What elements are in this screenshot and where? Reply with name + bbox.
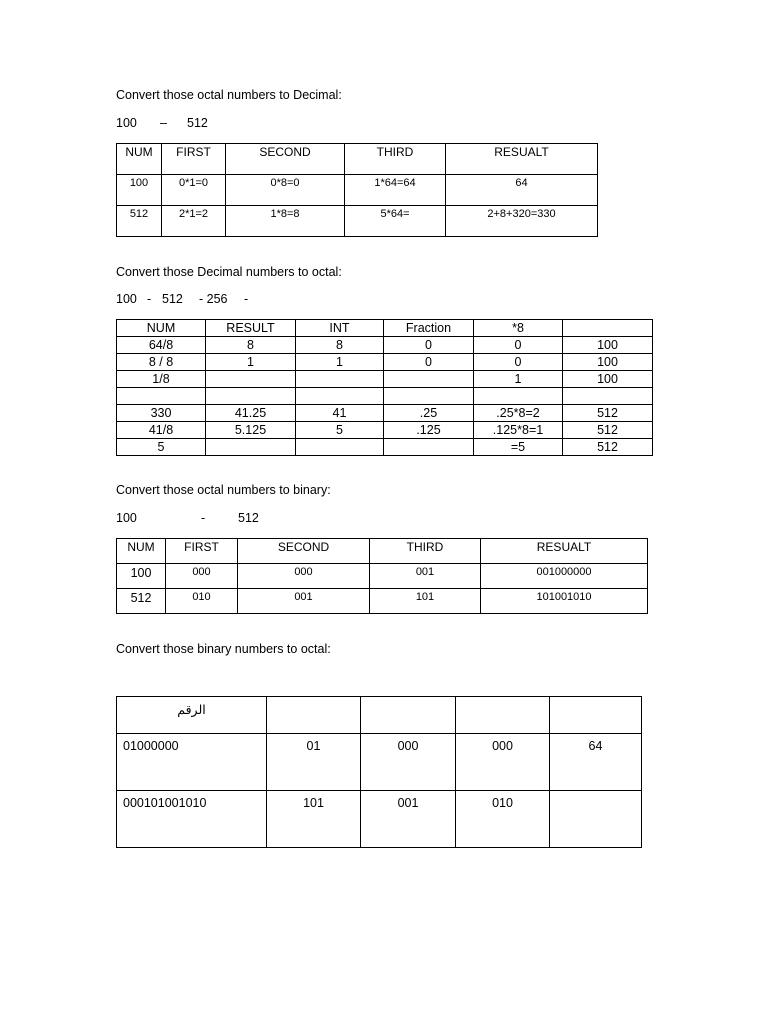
section1-number-1: 100 <box>116 116 137 130</box>
header-cell: SECOND <box>226 144 345 175</box>
section3-dash: - <box>201 511 206 525</box>
header-cell <box>550 697 642 734</box>
section1-number-2: 512 <box>187 116 208 130</box>
table-cell: 64 <box>550 734 642 791</box>
table-cell: 0 <box>474 354 563 371</box>
table-cell: =5 <box>474 439 563 456</box>
header-cell: INT <box>296 320 384 337</box>
table-cell: 001000000 <box>481 564 648 589</box>
header-cell <box>563 320 653 337</box>
table-cell: .125*8=1 <box>474 422 563 439</box>
binary-to-octal-table <box>116 696 642 848</box>
table-cell: 512 <box>563 405 653 422</box>
table-cell <box>474 388 563 405</box>
table-cell: 2+8+320=330 <box>446 206 598 237</box>
table-cell: 100 <box>563 354 653 371</box>
header-cell: FIRST <box>166 539 238 564</box>
table-cell: 0*1=0 <box>162 175 226 206</box>
table-cell: 001 <box>361 791 456 848</box>
table-cell: 1/8 <box>117 371 206 388</box>
section2-number-3: - 256 <box>199 292 228 306</box>
table-cell: 000 <box>361 734 456 791</box>
table-cell <box>206 371 296 388</box>
table-cell: 101 <box>267 791 361 848</box>
section3-number-1: 100 <box>116 511 137 525</box>
table-cell: 0 <box>384 337 474 354</box>
table-cell: 330 <box>117 405 206 422</box>
header-cell: Fraction <box>384 320 474 337</box>
table-row <box>117 405 653 422</box>
table-cell: 000 <box>166 564 238 589</box>
table-cell: 100 <box>563 371 653 388</box>
table-cell: 0 <box>474 337 563 354</box>
table-cell: 010 <box>456 791 550 848</box>
header-cell: *8 <box>474 320 563 337</box>
octal-to-binary-table <box>116 538 648 614</box>
table-cell: .25 <box>384 405 474 422</box>
table-header-row <box>117 320 653 337</box>
section3-number-2: 512 <box>238 511 259 525</box>
table-cell <box>296 371 384 388</box>
octal-to-decimal-table <box>116 143 598 237</box>
section2-number-2: 512 <box>162 292 183 306</box>
header-cell <box>361 697 456 734</box>
table-cell <box>563 388 653 405</box>
table-cell: .25*8=2 <box>474 405 563 422</box>
decimal-to-octal-table <box>116 319 653 456</box>
table-cell: 1 <box>206 354 296 371</box>
table-cell <box>206 439 296 456</box>
table-cell: 5 <box>117 439 206 456</box>
table-row <box>117 589 648 614</box>
section3-heading: Convert those octal numbers to binary: <box>116 483 331 497</box>
table-row <box>117 371 653 388</box>
section2-dash-3: - <box>244 292 249 306</box>
table-row <box>117 439 653 456</box>
table-cell <box>296 439 384 456</box>
table-row <box>117 564 648 589</box>
table-cell: 5.125 <box>206 422 296 439</box>
table-cell <box>550 791 642 848</box>
table-cell: 512 <box>563 422 653 439</box>
table-cell: 8 <box>296 337 384 354</box>
table-row <box>117 734 642 791</box>
table-cell: 64 <box>446 175 598 206</box>
header-cell: RESUALT <box>481 539 648 564</box>
header-cell: NUM <box>117 539 166 564</box>
table-cell <box>384 388 474 405</box>
table-cell: 8 / 8 <box>117 354 206 371</box>
table-row <box>117 388 653 405</box>
section4-heading: Convert those binary numbers to octal: <box>116 642 331 656</box>
table-cell: 01000000 <box>117 734 267 791</box>
table-cell: 000 <box>238 564 370 589</box>
table-cell: 41.25 <box>206 405 296 422</box>
table-cell: 512 <box>117 206 162 237</box>
table-cell <box>206 388 296 405</box>
table-row <box>117 354 653 371</box>
table-cell: 101 <box>370 589 481 614</box>
section2-heading: Convert those Decimal numbers to octal: <box>116 265 342 279</box>
header-cell <box>267 697 361 734</box>
section1-heading: Convert those octal numbers to Decimal: <box>116 88 342 102</box>
header-cell: THIRD <box>345 144 446 175</box>
header-cell-number-arabic: الرقم <box>117 697 267 734</box>
table-cell <box>117 388 206 405</box>
table-cell: 41 <box>296 405 384 422</box>
table-cell: 41/8 <box>117 422 206 439</box>
table-cell: 100 <box>117 175 162 206</box>
table-cell: 100 <box>563 337 653 354</box>
table-cell: 1*64=64 <box>345 175 446 206</box>
section1-dash: – <box>160 116 167 130</box>
table-row <box>117 175 598 206</box>
table-cell: .125 <box>384 422 474 439</box>
table-cell: 010 <box>166 589 238 614</box>
table-cell: 001 <box>238 589 370 614</box>
table-cell: 512 <box>563 439 653 456</box>
table-cell: 1 <box>296 354 384 371</box>
header-cell: FIRST <box>162 144 226 175</box>
header-cell: NUM <box>117 320 206 337</box>
header-cell: THIRD <box>370 539 481 564</box>
table-cell: 512 <box>117 589 166 614</box>
table-cell: 64/8 <box>117 337 206 354</box>
table-cell: 000 <box>456 734 550 791</box>
header-cell <box>456 697 550 734</box>
table-row <box>117 337 653 354</box>
table-cell: 1*8=8 <box>226 206 345 237</box>
header-cell: SECOND <box>238 539 370 564</box>
section2-number-1: 100 <box>116 292 137 306</box>
table-cell: 2*1=2 <box>162 206 226 237</box>
table-cell <box>384 371 474 388</box>
table-cell <box>296 388 384 405</box>
table-cell: 101001010 <box>481 589 648 614</box>
header-cell: NUM <box>117 144 162 175</box>
table-cell: 8 <box>206 337 296 354</box>
table-cell: 5 <box>296 422 384 439</box>
table-header-row <box>117 697 642 734</box>
table-header-row <box>117 539 648 564</box>
table-row <box>117 791 642 848</box>
table-header-row <box>117 144 598 175</box>
header-cell: RESUALT <box>446 144 598 175</box>
header-cell: RESULT <box>206 320 296 337</box>
section2-dash-1: - <box>147 292 152 306</box>
table-cell: 100 <box>117 564 166 589</box>
table-cell: 000101001010 <box>117 791 267 848</box>
table-cell: 0*8=0 <box>226 175 345 206</box>
table-cell <box>384 439 474 456</box>
table-cell: 01 <box>267 734 361 791</box>
table-row <box>117 422 653 439</box>
table-row <box>117 206 598 237</box>
table-cell: 0 <box>384 354 474 371</box>
table-cell: 5*64= <box>345 206 446 237</box>
table-cell: 1 <box>474 371 563 388</box>
table-cell: 001 <box>370 564 481 589</box>
